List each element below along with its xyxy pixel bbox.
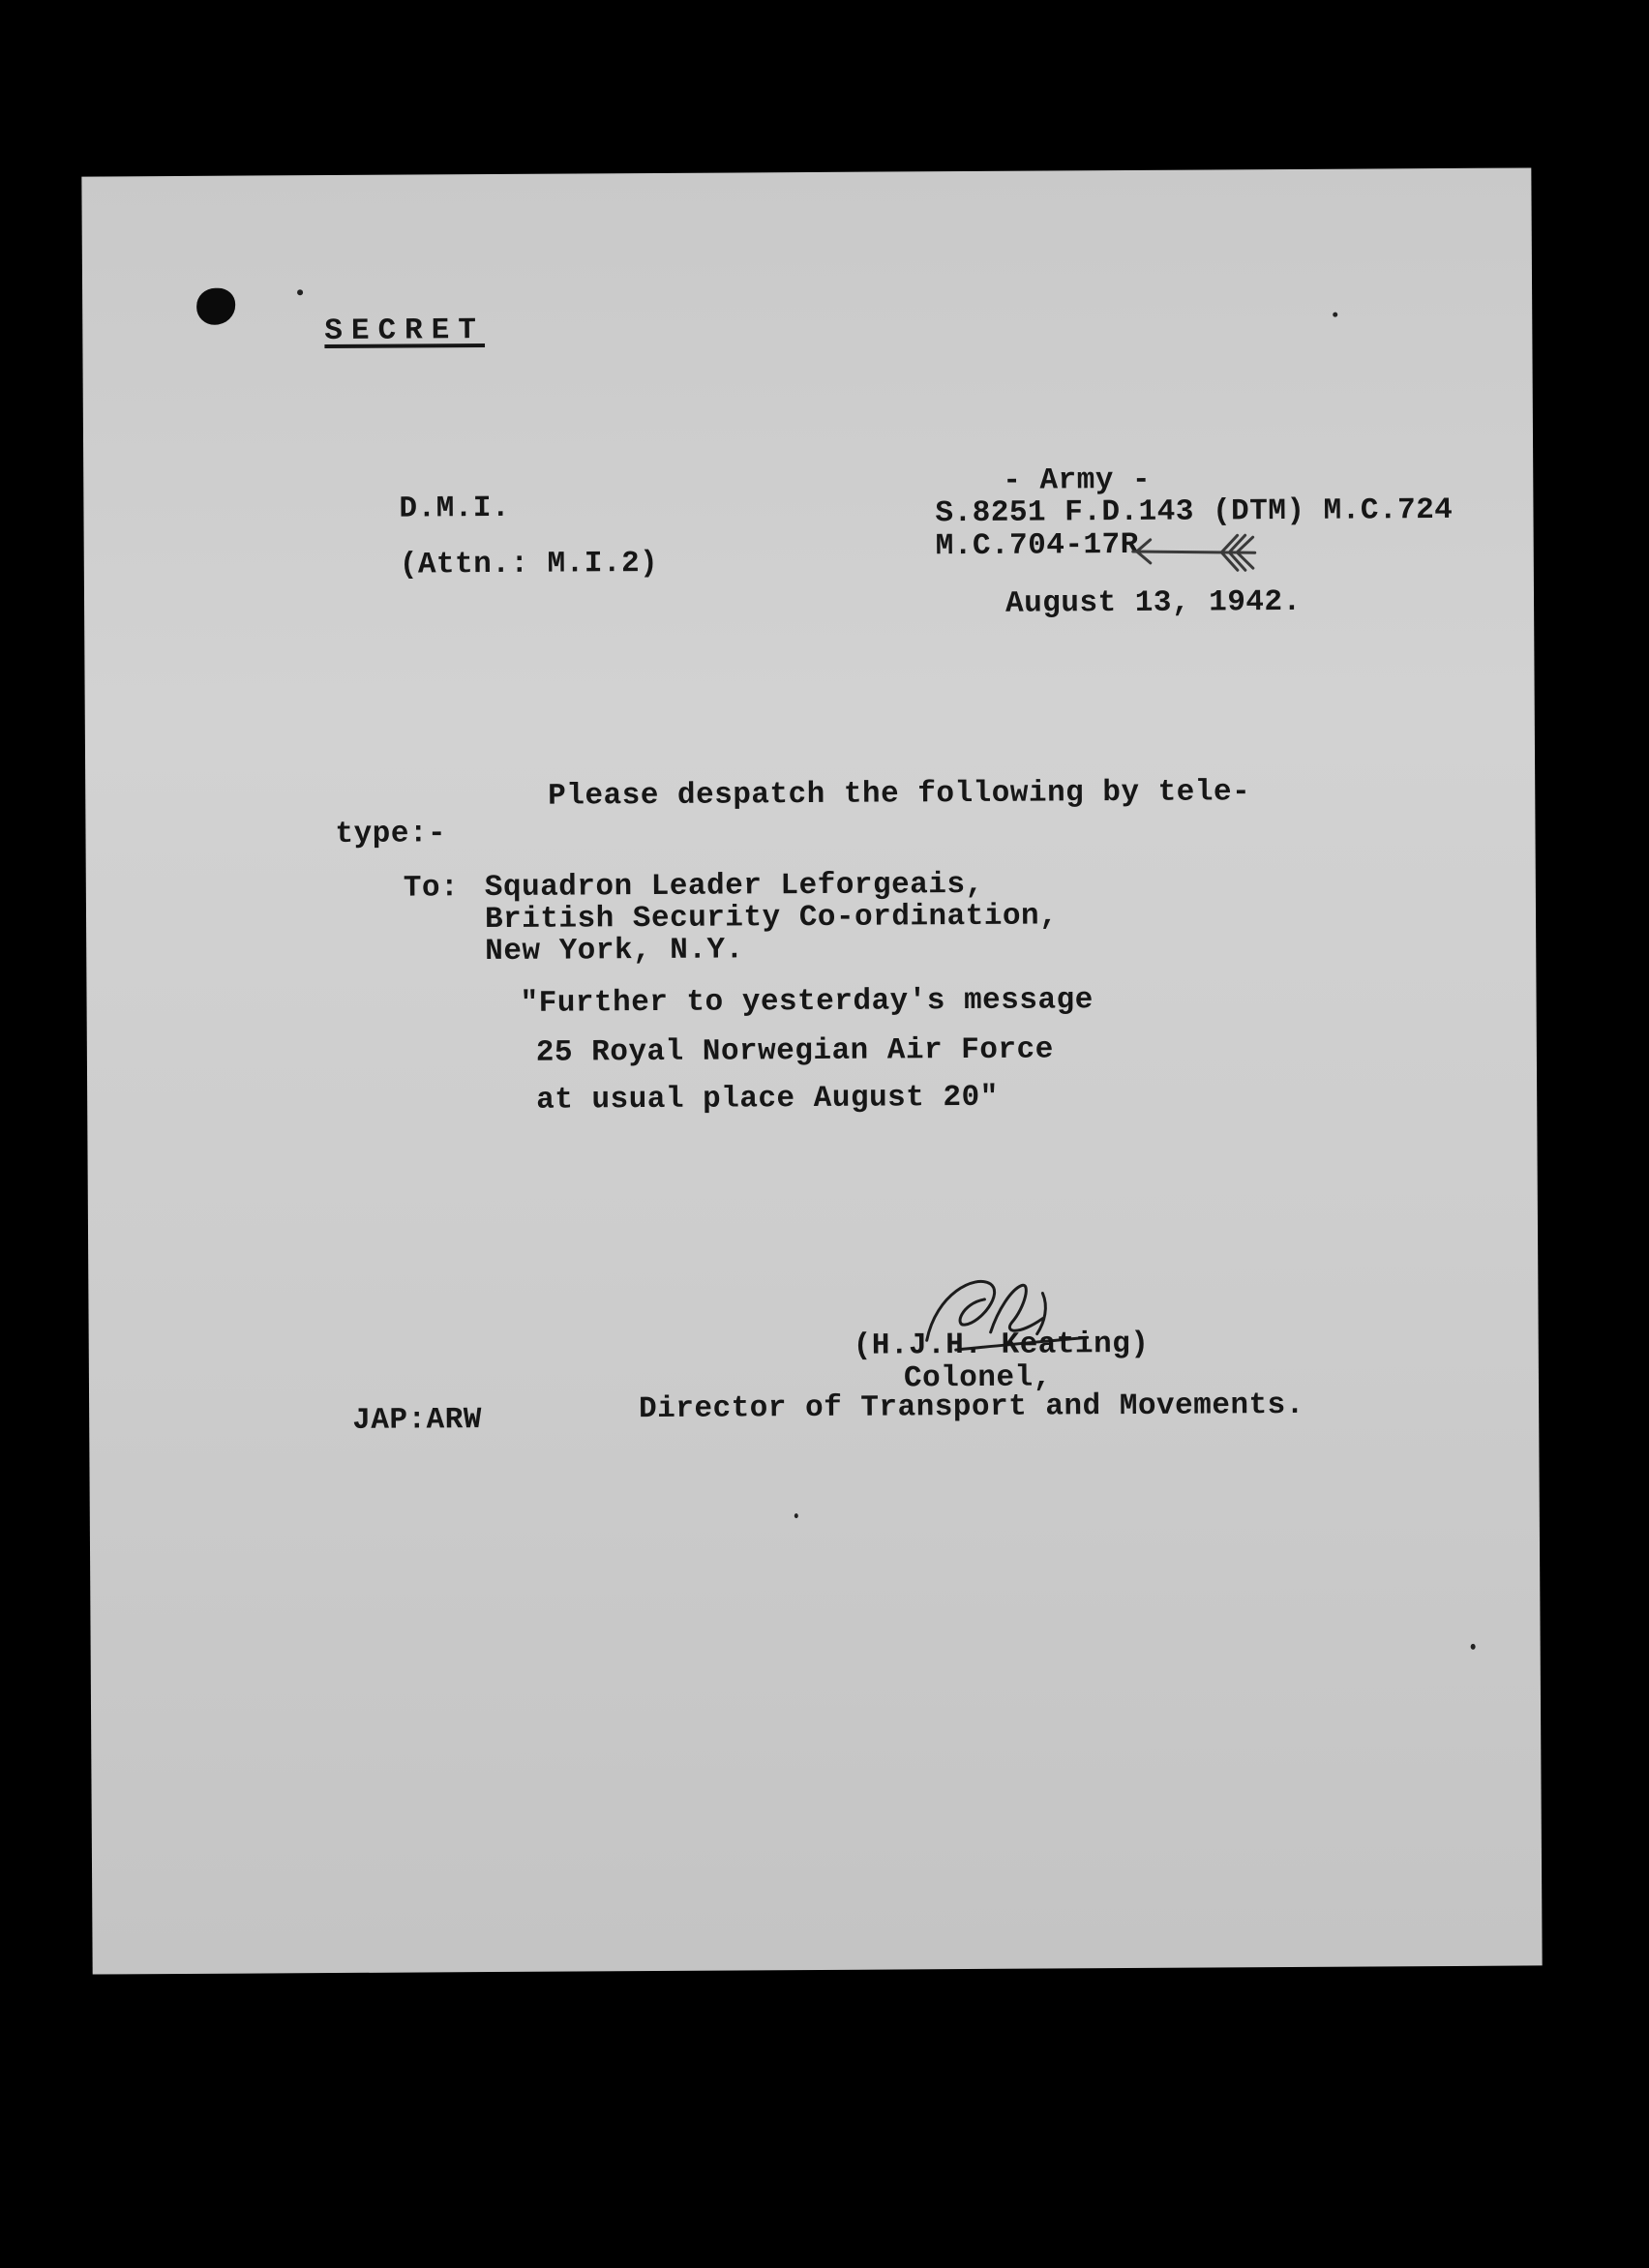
typist-initials: JAP:ARW [352,1403,483,1438]
reference-line-2: M.C.704-17R [935,527,1139,564]
paper-speck [1333,313,1337,317]
intro-line-1: Please despatch the following by tele- [548,775,1251,814]
paper-speck [795,1513,798,1518]
arrow-mark-icon [1129,529,1265,577]
message-line-1: "Further to yesterday's message [520,983,1094,1021]
to-label: To: [403,871,460,906]
recipient-line-2: British Security Co-ordination, [484,899,1059,938]
ink-blot [196,288,235,325]
recipient-line-1: Squadron Leader Leforgeais, [484,867,984,906]
message-line-3: at usual place August 20" [536,1080,999,1118]
signatory-rank: Colonel, [903,1360,1052,1396]
reference-branch: - Army - [1003,463,1152,498]
document-date: August 13, 1942. [1004,584,1302,621]
recipient-line-3: New York, N.Y. [485,933,744,970]
intro-line-2: type:- [335,817,447,852]
paper-speck [1471,1644,1476,1650]
message-line-2: 25 Royal Norwegian Air Force [535,1032,1054,1070]
reference-line-1: S.8251 F.D.143 (DTM) M.C.724 [935,492,1454,531]
paper-speck [297,289,303,295]
document-page [81,167,1542,1974]
classification-heading: SECRET [324,313,486,349]
signatory-title: Director of Transport and Movements. [639,1388,1304,1427]
addressee-line-1: D.M.I. [399,491,511,526]
addressee-line-2: (Attn.: M.I.2) [399,546,659,582]
signatory-name: (H.J.H. Keating) [853,1327,1150,1363]
